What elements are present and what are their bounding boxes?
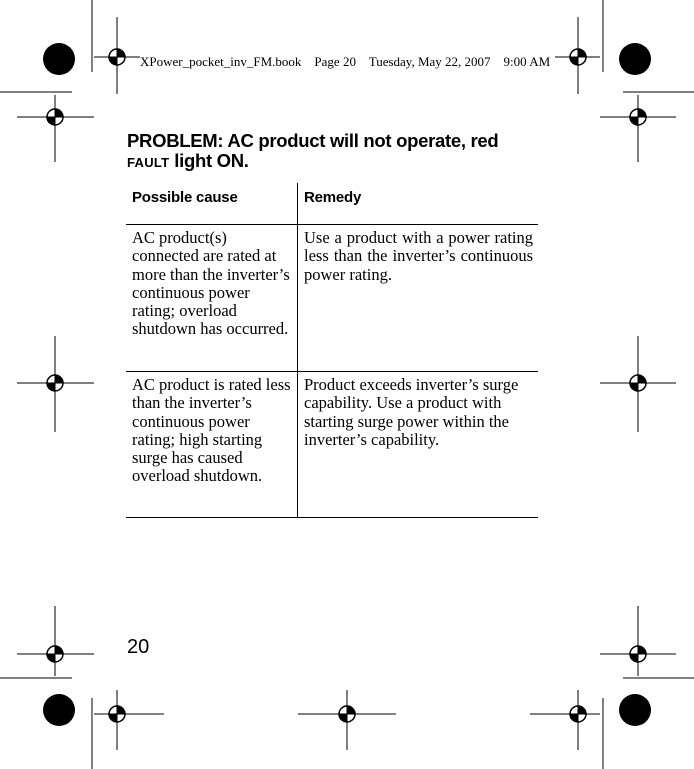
header-remedy: Remedy (298, 183, 539, 225)
remedy-cell: Use a product with a power rating less than the inverter’s continuous power rating. (298, 225, 539, 372)
page-number: 20 (127, 636, 150, 658)
table-row (126, 225, 538, 372)
fault-word: FAULT (127, 155, 170, 170)
remedy-cell: Product exceeds inverter’s surge capability. Use a product with starting surge power within the inverter’s capability. (298, 372, 539, 518)
problem-suffix: light ON. (169, 150, 249, 171)
table-header-row (126, 183, 538, 225)
book-file-name: XPower_pocket_inv_FM.book (140, 54, 302, 69)
cause-cell: AC product(s) connected are rated at more than the inverter’s continuous power rating; overload shutdown has occurred. (126, 225, 298, 372)
troubleshooting-table (126, 183, 538, 518)
print-date: Tuesday, May 22, 2007 (368, 54, 491, 69)
page-label: Page 20 (314, 54, 356, 69)
problem-prefix: PROBLEM: AC product will not operate, red (127, 130, 499, 151)
print-time: 9:00 AM (503, 54, 551, 69)
cause-cell: AC product is rated less than the inverter’s continuous power rating; high starting surge has caused overload shutdown. (126, 372, 298, 518)
table-row (126, 372, 538, 518)
header-possible-cause: Possible cause (126, 183, 298, 225)
problem-heading (127, 131, 539, 173)
print-slug-header (140, 54, 590, 70)
